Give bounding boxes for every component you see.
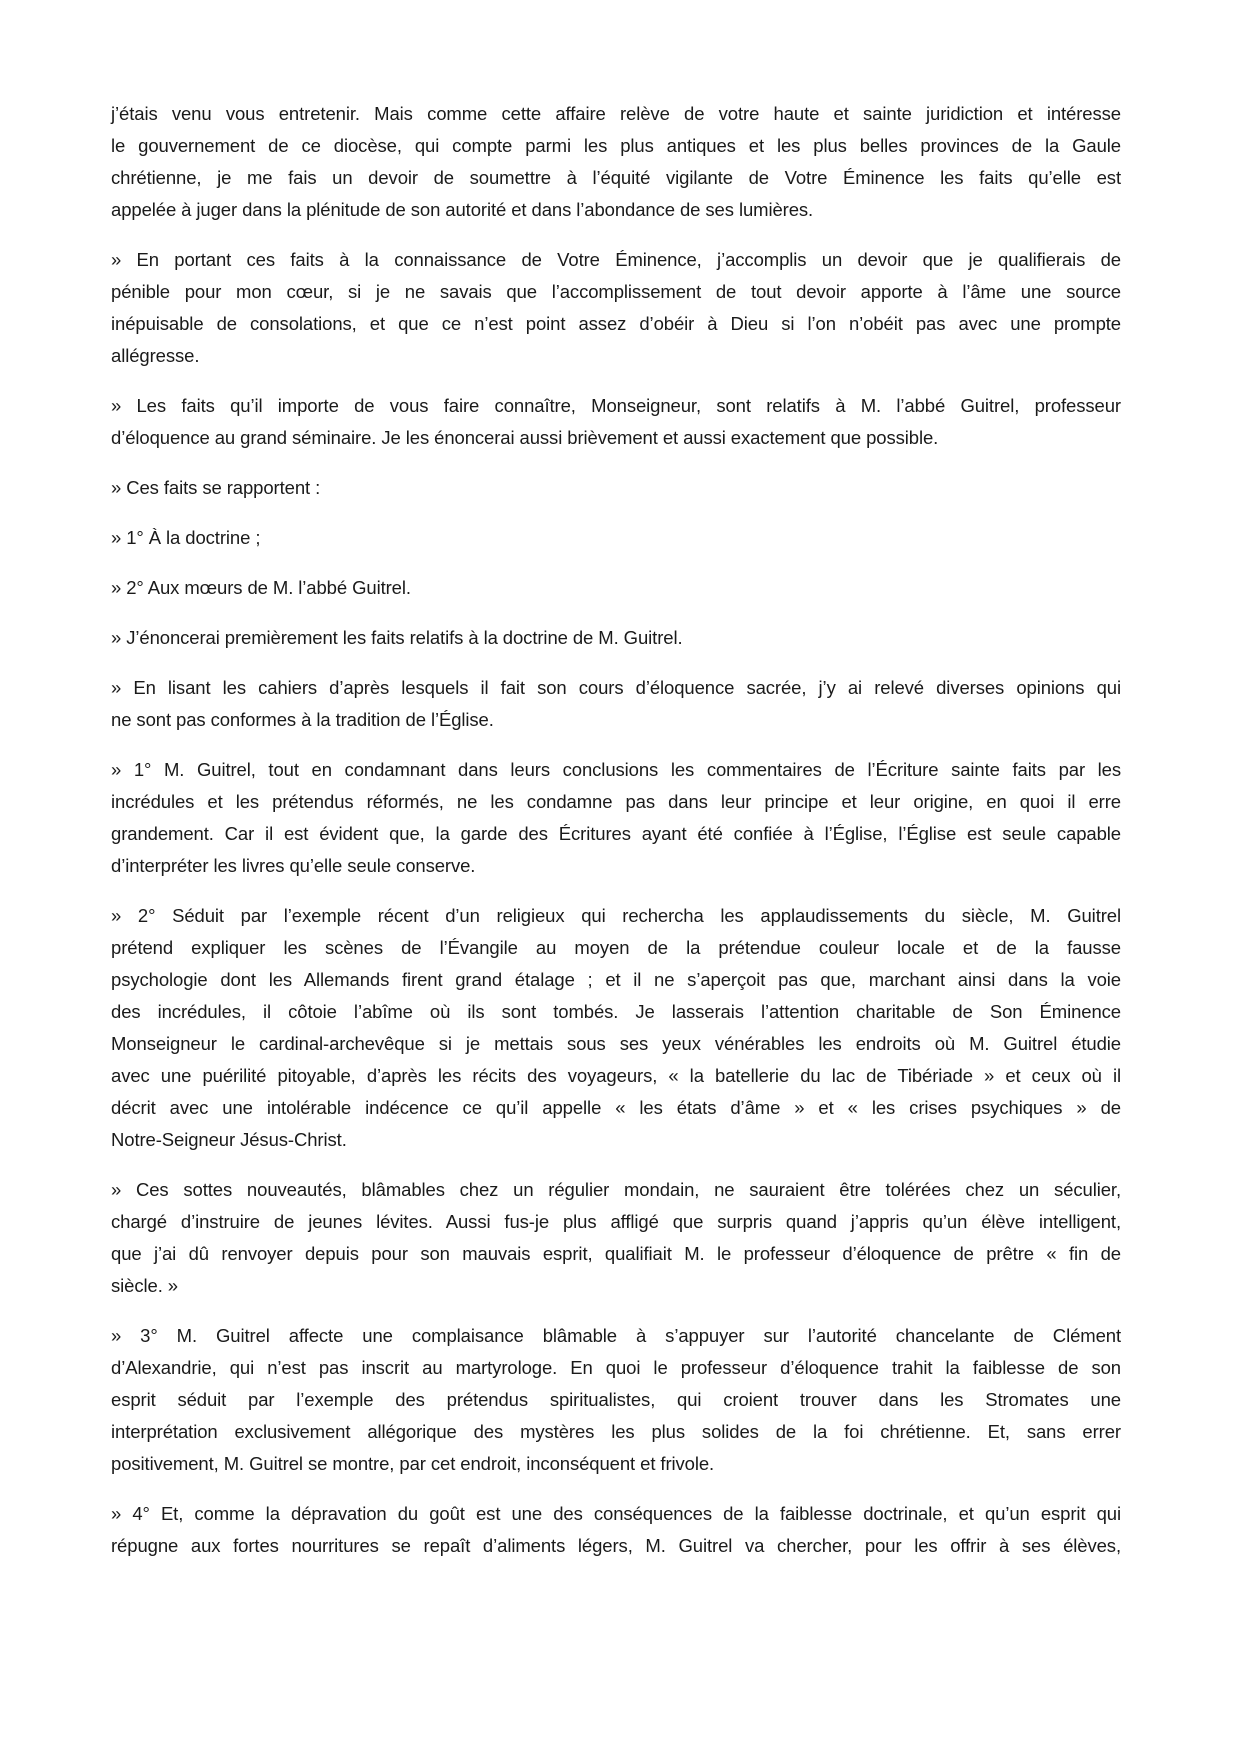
text-line: » J’énoncerai premièrement les faits relatifs à la doctrine de M. Guitrel. [111,627,683,648]
paragraph [111,572,1121,604]
paragraph [111,1498,1121,1562]
paragraph [111,244,1121,372]
text-line: d’éloquence au grand séminaire. Je les énoncerai aussi brièvement et aussi exactement que possible. [111,427,939,448]
text-line: des incrédules, il côtoie l’abîme où ils sont tombés. Je lasserais l’attention charitable de Son Éminence [111,1001,1121,1022]
text-line: pénible pour mon cœur, si je ne savais que l’accomplissement de tout devoir apporte à l’âme une source [111,281,1121,302]
text-line: » Ces faits se rapportent : [111,477,321,498]
text-line: grandement. Car il est évident que, la garde des Écritures ayant été confiée à l’Église, l’Église est seule capable [111,823,1121,844]
text-line: avec une puérilité pitoyable, d’après les récits des voyageurs, « la batellerie du lac de Tibériade » et ceux où il [111,1065,1121,1086]
text-line: j’étais venu vous entretenir. Mais comme cette affaire relève de votre haute et sainte juridiction et intéresse [111,103,1121,124]
text-line: » Ces sottes nouveautés, blâmables chez un régulier mondain, ne sauraient être tolérées chez un séculier, [111,1179,1121,1200]
text-line: siècle. » [111,1275,178,1296]
text-line: Monseigneur le cardinal-archevêque si je mettais sous ses yeux vénérables les endroits où M. Guitrel étudie [111,1033,1121,1054]
paragraph [111,522,1121,554]
text-line: ne sont pas conformes à la tradition de l’Église. [111,709,494,730]
text-line: incrédules et les prétendus réformés, ne les condamne pas dans leur principe et leur origine, en quoi il erre [111,791,1121,812]
text-line: d’Alexandrie, qui n’est pas inscrit au martyrologe. En quoi le professeur d’éloquence trahit la faiblesse de son [111,1357,1121,1378]
paragraph [111,1320,1121,1480]
paragraph [111,900,1121,1156]
paragraph [111,622,1121,654]
text-line: d’interpréter les livres qu’elle seule conserve. [111,855,476,876]
text-line: Notre-Seigneur Jésus-Christ. [111,1129,347,1150]
text-line: répugne aux fortes nourritures se repaît d’aliments légers, M. Guitrel va chercher, pour les offrir à ses élèves, [111,1535,1121,1556]
text-line: décrit avec une intolérable indécence ce qu’il appelle « les états d’âme » et « les crises psychiques » de [111,1097,1121,1118]
text-line: » 2° Séduit par l’exemple récent d’un religieux qui rechercha les applaudissements du siècle, M. Guitrel [111,905,1121,926]
paragraph [111,98,1121,226]
paragraph [111,672,1121,736]
paragraph [111,390,1121,454]
text-line: » 1° M. Guitrel, tout en condamnant dans leurs conclusions les commentaires de l’Écriture sainte faits par les [111,759,1121,780]
text-line: que j’ai dû renvoyer depuis pour son mauvais esprit, qualifiait M. le professeur d’éloquence de prêtre « fin de [111,1243,1121,1264]
paragraph [111,472,1121,504]
text-line: le gouvernement de ce diocèse, qui compte parmi les plus antiques et les plus belles provinces de la Gaule [111,135,1121,156]
text-line: psychologie dont les Allemands firent grand étalage ; et il ne s’aperçoit pas que, marchant ainsi dans la voie [111,969,1121,990]
paragraph [111,754,1121,882]
text-line: allégresse. [111,345,200,366]
text-line: » 2° Aux mœurs de M. l’abbé Guitrel. [111,577,411,598]
text-line: esprit séduit par l’exemple des prétendus spiritualistes, qui croient trouver dans les Stromates une [111,1389,1121,1410]
text-line: interprétation exclusivement allégorique des mystères les plus solides de la foi chrétienne. Et, sans errer [111,1421,1121,1442]
text-line: appelée à juger dans la plénitude de son autorité et dans l’abondance de ses lumières. [111,199,814,220]
text-line: » 4° Et, comme la dépravation du goût est une des conséquences de la faiblesse doctrinale, et qu’un esprit qui [111,1503,1121,1524]
document-page [111,98,1121,1580]
text-line: chrétienne, je me fais un devoir de soumettre à l’équité vigilante de Votre Éminence les faits qu’elle est [111,167,1121,188]
text-line: » Les faits qu’il importe de vous faire connaître, Monseigneur, sont relatifs à M. l’abbé Guitrel, professeur [111,395,1121,416]
paragraph [111,1174,1121,1302]
text-line: » En lisant les cahiers d’après lesquels il fait son cours d’éloquence sacrée, j’y ai relevé diverses opinions qui [111,677,1121,698]
text-line: » 1° À la doctrine ; [111,527,261,548]
text-line: positivement, M. Guitrel se montre, par cet endroit, inconséquent et frivole. [111,1453,715,1474]
text-line: chargé d’instruire de jeunes lévites. Aussi fus-je plus affligé que surpris quand j’appris qu’un élève intelligent, [111,1211,1121,1232]
text-line: prétend expliquer les scènes de l’Évangile au moyen de la prétendue couleur locale et de la fausse [111,937,1121,958]
text-line: » En portant ces faits à la connaissance de Votre Éminence, j’accomplis un devoir que je qualifierais de [111,249,1121,270]
text-line: » 3° M. Guitrel affecte une complaisance blâmable à s’appuyer sur l’autorité chancelante de Clément [111,1325,1121,1346]
text-line: inépuisable de consolations, et que ce n’est point assez d’obéir à Dieu si l’on n’obéit pas avec une prompte [111,313,1121,334]
